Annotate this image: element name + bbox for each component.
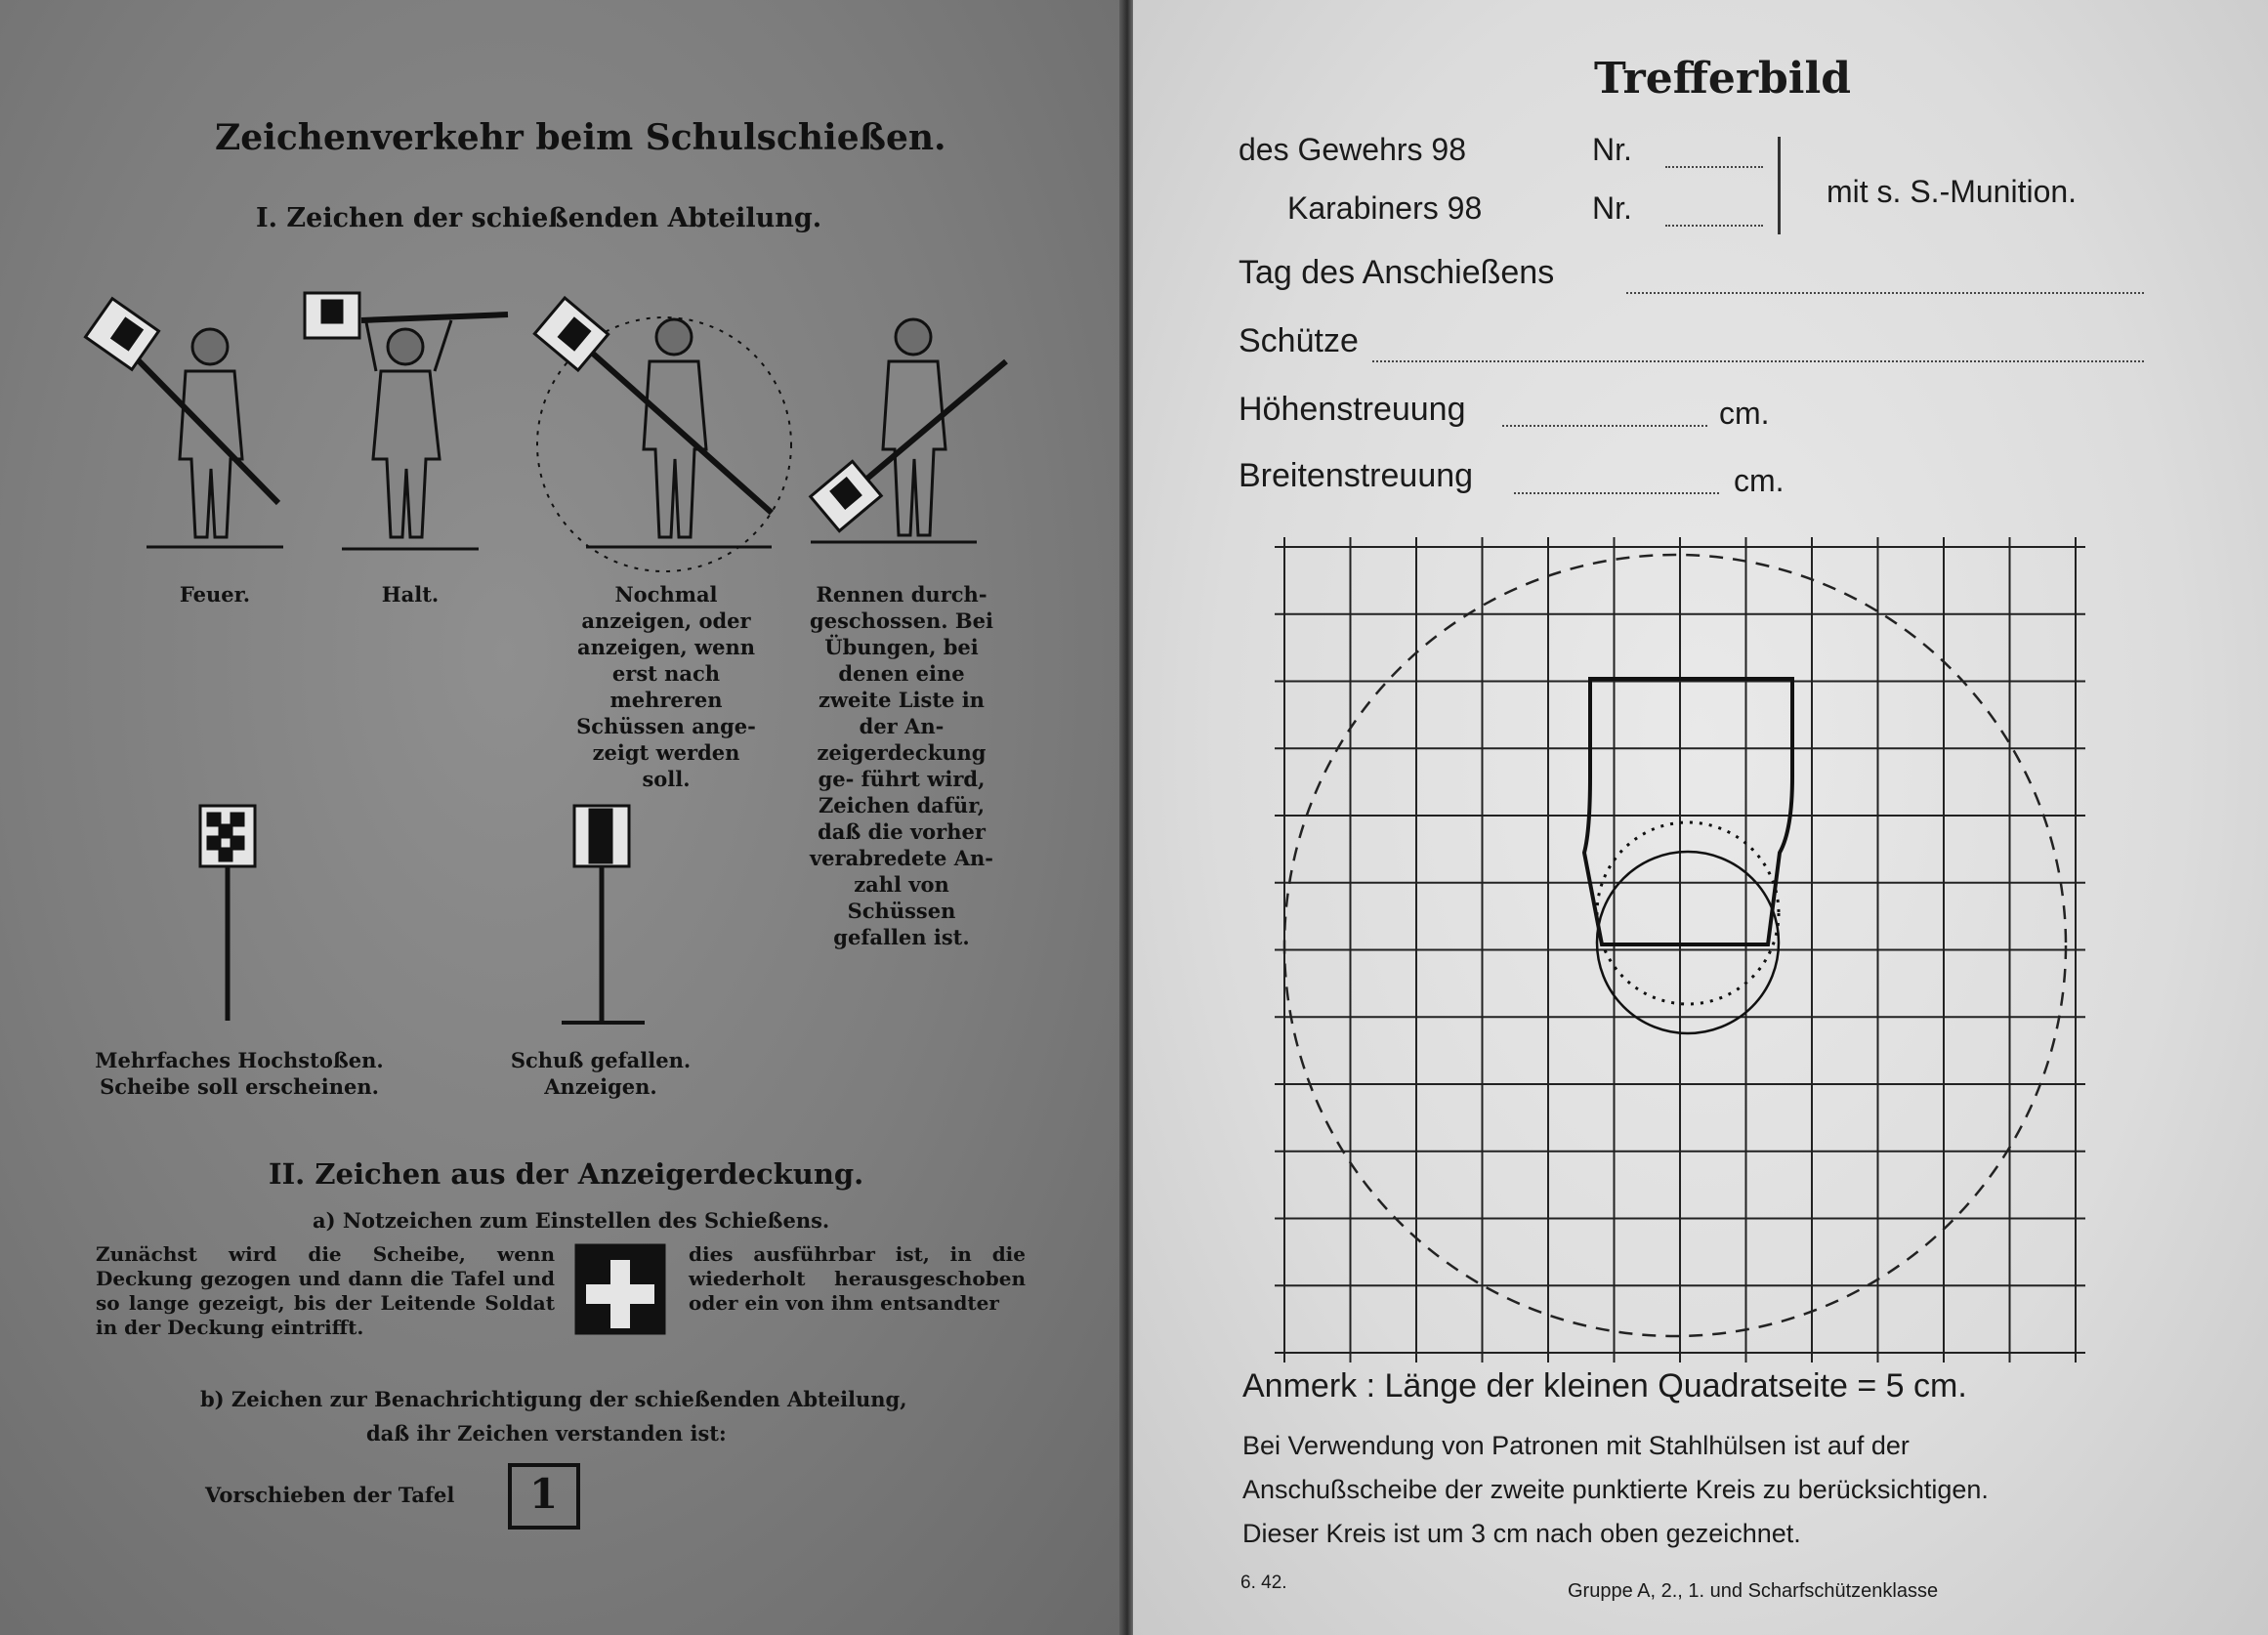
target-silhouette (1584, 679, 1792, 944)
gewehr-line: des Gewehrs 98 (1239, 132, 1467, 167)
left-page (0, 0, 1123, 1635)
note-line-1: Bei Verwendung von Patronen mit Stahlhülsen ist auf der (1242, 1431, 1910, 1460)
breiten-unit: cm. (1734, 463, 1785, 498)
karabiner-nr-field (1665, 205, 1763, 227)
footer-left: 6. 42. (1240, 1572, 1287, 1593)
vorschieben-label: Vorschieben der Tafel (205, 1483, 455, 1507)
munition-label: mit s. S.-Munition. (1827, 174, 2078, 209)
hoehen-label: Höhenstreuung (1239, 391, 1466, 428)
breiten-label: Breitenstreuung (1239, 457, 1474, 494)
soldier-figure-rennen (811, 319, 1006, 542)
note-main: Anmerk : Länge der kleinen Quadratseite = 5 cm. (1242, 1367, 1967, 1404)
target-grid (1280, 542, 2090, 1362)
trefferbild-title: Trefferbild (1594, 54, 1851, 104)
hoehen-unit: cm. (1719, 396, 1770, 431)
section-2a-text-right: dies ausführbar ist, in die wiederholt herausgeschoben oder ein von ihm entsandter (689, 1242, 1026, 1315)
left-page-title: Zeichenverkehr beim Schulschießen. (215, 117, 946, 158)
note-line-2: Anschußscheibe der zweite punktierte Kreis zu berücksichtigen. (1242, 1475, 1989, 1504)
section-2b-line-1: b) Zeichen zur Benachrichtigung der schießenden Abteilung, (200, 1387, 907, 1411)
checkered-sign-pole (200, 806, 255, 1021)
sign-label-shot: Schuß gefallen. Anzeigen. (510, 1048, 692, 1099)
schuetze-field (1372, 337, 2144, 362)
cross-board (576, 1245, 664, 1333)
gewehr-nr-label: Nr. (1592, 132, 1632, 167)
tag-label: Tag des Anschießens (1239, 254, 1555, 291)
soldier-figure-nochmal (534, 298, 791, 571)
karabiner-nr-label: Nr. (1592, 190, 1632, 226)
signal-label-rennen: Rennen durch- geschossen. Bei Übungen, bei denen eine zweite Liste in der An- zeigerdeckung ge- führt wird, Zeichen dafür, daß die vorher verabredete An- zahl von Schüssen gefallen ist. (809, 582, 994, 949)
dotted-hit-circle (1597, 822, 1779, 1004)
section-2b-line-2: daß ihr Zeichen verstanden ist: (366, 1421, 727, 1446)
note-line-3: Dieser Kreis ist um 3 cm nach oben gezeichnet. (1242, 1519, 1801, 1548)
section-2a-text-left: Zunächst wird die Scheibe, wenn Deckung gezogen und dann die Tafel und so lange gezeigt, bis der Leitende Soldat in der Deckung eintrifft. (96, 1242, 555, 1339)
soldier-figure-feuer (85, 299, 283, 547)
striped-sign-pole (562, 806, 645, 1023)
tag-field (1626, 269, 2144, 294)
hoehen-field (1502, 403, 1707, 427)
footer-right: Gruppe A, 2., 1. und Scharfschützenklasse (1568, 1580, 1939, 1602)
breiten-field (1514, 471, 1719, 494)
signal-label-feuer: Feuer. (179, 582, 251, 607)
right-page (1133, 0, 2268, 1635)
section-2-heading: II. Zeichen aus der Anzeigerdeckung. (269, 1157, 864, 1191)
sign-label-multi: Mehrfaches Hochstoßen. Scheibe soll erscheinen. (95, 1048, 384, 1099)
section-1-heading: I. Zeichen der schießenden Abteilung. (256, 203, 822, 233)
schuetze-label: Schütze (1239, 322, 1359, 359)
bracket (1778, 137, 1785, 234)
gewehr-nr-field (1665, 147, 1763, 168)
section-2a-heading: a) Notzeichen zum Einstellen des Schießens. (313, 1208, 830, 1233)
signal-label-halt: Halt. (381, 582, 440, 607)
tafel-number: 1 (529, 1470, 559, 1518)
signal-label-nochmal: Nochmal anzeigen, oder anzeigen, wenn erst nach mehreren Schüssen ange- zeigt werden soll. (576, 582, 756, 791)
karabiner-line: Karabiners 98 (1287, 190, 1483, 226)
soldier-figure-halt (305, 293, 508, 549)
